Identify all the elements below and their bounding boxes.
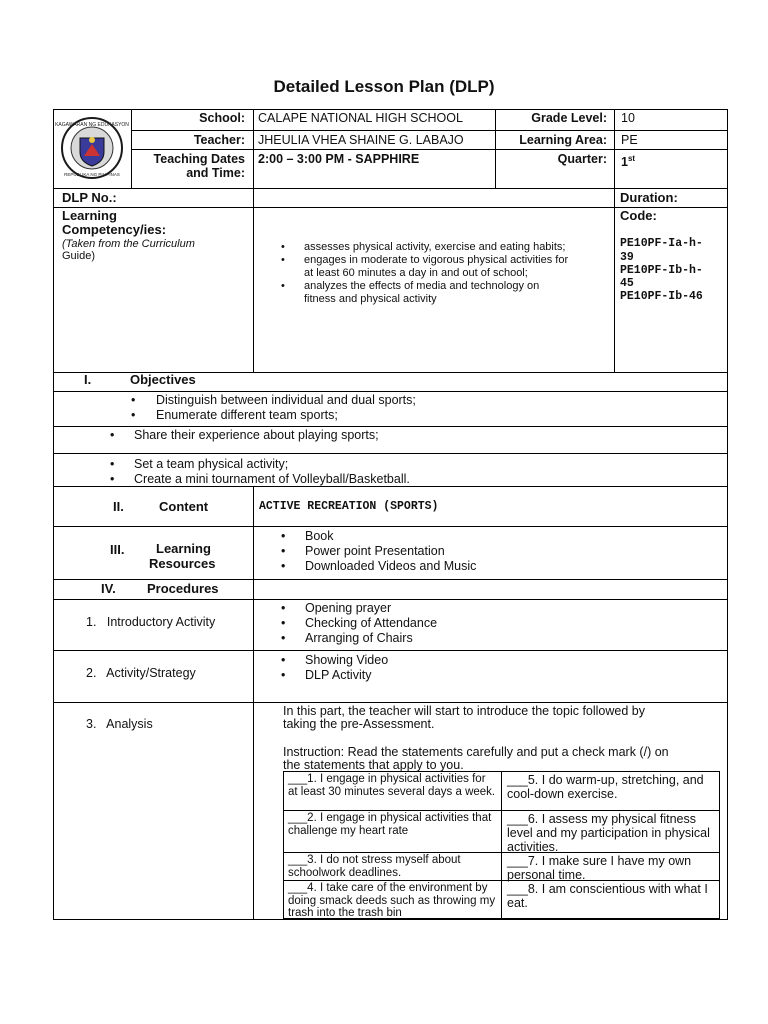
checklist-item: ___8. I am conscientious with what I eat.	[507, 882, 708, 910]
introductory-activity-label: 1. Introductory Activity	[86, 615, 216, 629]
activity-strategy-label: 2. Activity/Strategy	[86, 666, 196, 680]
list-item-continuation: at least 60 minutes a day in and out of school;	[304, 267, 528, 279]
code-line: 45	[620, 277, 634, 290]
code-label: Code:	[620, 208, 657, 223]
svg-text:REPUBLIKA NG PILIPINAS: REPUBLIKA NG PILIPINAS	[64, 172, 120, 177]
document-title: Detailed Lesson Plan (DLP)	[273, 77, 495, 96]
checklist-item: ___1. I engage in physical activities for at least 30 minutes several days a week.	[288, 773, 496, 798]
checklist-item: ___6. I assess my physical fitness level and my participation in physical activities.	[507, 812, 710, 854]
deped-seal-logo	[55, 116, 129, 180]
content-value: ACTIVE RECREATION (SPORTS)	[259, 500, 439, 513]
teacher-value: JHEULIA VHEA SHAINE G. LABAJO	[258, 133, 464, 147]
school-label: School:	[199, 111, 245, 125]
school-value: CALAPE NATIONAL HIGH SCHOOL	[258, 111, 463, 125]
teaching-dates-label-line1: Teaching Dates	[153, 152, 245, 166]
checklist-item: ___3. I do not stress myself about schoolwork deadlines.	[288, 854, 461, 879]
code-line: PE10PF-Ib-46	[620, 290, 703, 303]
content-heading: Content	[159, 499, 209, 514]
objectives-heading: Objectives	[130, 372, 196, 387]
teaching-dates-value: 2:00 – 3:00 PM - SAPPHIRE	[258, 152, 420, 166]
quarter-value: 1st	[621, 154, 636, 170]
analysis-text-line1: In this part, the teacher will start to introduce the topic followed by	[283, 704, 645, 718]
competency-note-line2: Guide)	[62, 250, 96, 262]
quarter-label: Quarter:	[557, 152, 607, 166]
resources-heading-line1: Learning	[156, 541, 211, 556]
content-number: II.	[113, 499, 124, 514]
procedures-number: IV.	[101, 581, 116, 596]
code-line: PE10PF-Ib-h-	[620, 264, 703, 277]
checklist-item: ___7. I make sure I have my own personal time.	[507, 854, 692, 882]
teacher-label: Teacher:	[193, 133, 245, 147]
analysis-label: 3. Analysis	[86, 717, 153, 731]
checklist-item: ___4. I take care of the environment by doing smack deeds such as throwing my trash into the trash bin	[288, 882, 496, 919]
competency-label-line1: Learning	[62, 208, 117, 223]
analysis-text-line2: taking the pre-Assessment.	[283, 717, 435, 731]
resources-heading-line2: Resources	[149, 556, 216, 571]
learning-area-label: Learning Area:	[519, 133, 607, 147]
resources-number: III.	[110, 542, 125, 557]
checklist-item: ___5. I do warm-up, stretching, and cool-down exercise.	[507, 773, 704, 801]
svg-text:KAGAWARAN NG EDUKASYON: KAGAWARAN NG EDUKASYON	[55, 122, 129, 128]
instruction-line2: the statements that apply to you.	[283, 758, 464, 772]
dlp-no-label: DLP No.:	[62, 190, 117, 205]
teaching-dates-label-line2: and Time:	[186, 166, 245, 180]
competency-note-line1: (Taken from the Curriculum	[62, 238, 195, 250]
duration-label: Duration:	[620, 190, 678, 205]
code-line: PE10PF-Ia-h-	[620, 237, 703, 250]
grade-level-value: 10	[621, 111, 635, 125]
learning-area-value: PE	[621, 133, 638, 147]
competency-label-line2: Competency/ies:	[62, 222, 167, 237]
checklist-item: ___2. I engage in physical activities that challenge my heart rate	[288, 812, 492, 837]
list-item-continuation: fitness and physical activity	[304, 293, 437, 305]
objectives-number: I.	[84, 372, 92, 387]
procedures-heading: Procedures	[147, 581, 219, 596]
code-line: 39	[620, 251, 634, 264]
grade-level-label: Grade Level:	[531, 111, 607, 125]
instruction-line1: Instruction: Read the statements carefully and put a check mark (/) on	[283, 745, 669, 759]
